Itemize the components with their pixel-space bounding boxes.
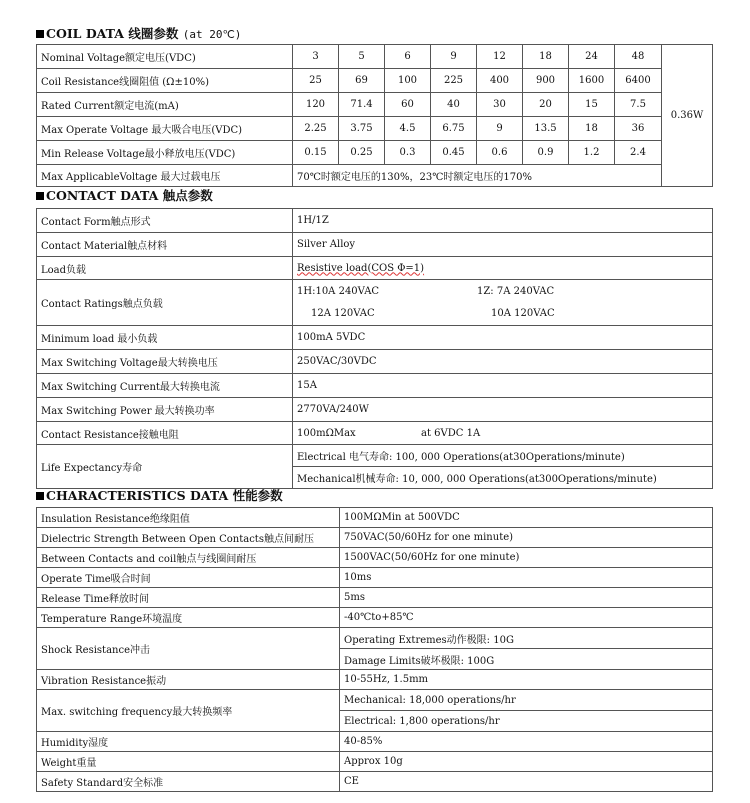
- row-label: Coil Resistance线圈阻值 (Ω±10%): [37, 69, 293, 93]
- cell: 15A: [293, 374, 713, 398]
- cell: 6.75: [431, 117, 477, 141]
- row-label: Temperature Range环境温度: [37, 608, 340, 628]
- cell: 400: [477, 69, 523, 93]
- row-label: Dielectric Strength Between Open Contacts触点间耐压: [37, 528, 340, 548]
- resistance-value: 100mΩMax: [297, 427, 356, 439]
- cell: Damage Limits破坏极限: 100G: [340, 649, 713, 670]
- cell: 10-55Hz, 1.5mm: [340, 670, 713, 690]
- table-row: [37, 69, 713, 93]
- row-label: Weight重量: [37, 752, 340, 772]
- table-row: [37, 165, 713, 187]
- cell: 120: [293, 93, 339, 117]
- characteristics-table: [36, 507, 713, 792]
- cell: 70℃时额定电压的130%，23℃时额定电压的170%: [293, 165, 662, 187]
- table-row: [37, 732, 713, 752]
- cell: Operating Extremes动作极限: 10G: [340, 628, 713, 649]
- cell: 71.4: [339, 93, 385, 117]
- cell: 6400: [615, 69, 662, 93]
- cell: Approx 10g: [340, 752, 713, 772]
- table-row: [37, 508, 713, 528]
- cell: 48: [615, 45, 662, 69]
- bullet-square-icon: [36, 30, 44, 38]
- row-label: Max. switching frequency最大转换频率: [37, 690, 340, 732]
- row-label: Safety Standard安全标准: [37, 772, 340, 792]
- row-label: Operate Time吸合时间: [37, 568, 340, 588]
- rating-1h-240: 1H:10A 240VAC: [297, 285, 380, 297]
- row-label: Contact Ratings触点负载: [37, 280, 293, 326]
- cell: 250VAC/30VDC: [293, 350, 713, 374]
- cell: 750VAC(50/60Hz for one minute): [340, 528, 713, 548]
- table-row: [37, 45, 713, 69]
- row-label: Max Switching Voltage最大转换电压: [37, 350, 293, 374]
- ratings-line-2: [297, 303, 708, 325]
- cell: Mechanical: 18,000 operations/hr: [340, 690, 713, 711]
- cell: Electrical: 1,800 operations/hr: [340, 711, 713, 732]
- characteristics-section-title: CHARACTERISTICS DATA 性能参数: [36, 486, 283, 506]
- contact-section-title: CONTACT DATA 触点参数: [36, 186, 213, 206]
- cell: 3: [293, 45, 339, 69]
- cell: 69: [339, 69, 385, 93]
- cell: [293, 257, 713, 280]
- row-label: Minimum load 最小负载: [37, 326, 293, 350]
- ratings-line-1: [297, 281, 708, 303]
- table-row: [37, 772, 713, 792]
- table-row: [37, 141, 713, 165]
- table-row: [37, 628, 713, 649]
- table-row: [37, 568, 713, 588]
- coil-subtitle: (at 20℃): [182, 28, 242, 41]
- cell: 1500VAC(50/60Hz for one minute): [340, 548, 713, 568]
- bullet-square-icon: [36, 192, 44, 200]
- cell: 60: [385, 93, 431, 117]
- table-row: [37, 608, 713, 628]
- cell: 10ms: [340, 568, 713, 588]
- row-label: Nominal Voltage额定电压(VDC): [37, 45, 293, 69]
- rating-1z-240: 1Z: 7A 240VAC: [477, 285, 555, 297]
- table-row: [37, 752, 713, 772]
- coil-table: [36, 44, 713, 187]
- row-label: Max ApplicableVoltage 最大过载电压: [37, 165, 293, 187]
- cell: 40-85%: [340, 732, 713, 752]
- row-label: Contact Form触点形式: [37, 209, 293, 233]
- row-label: Contact Resistance接触电阻: [37, 422, 293, 445]
- resistance-condition: at 6VDC 1A: [421, 427, 481, 439]
- cell: 6: [385, 45, 431, 69]
- rating-1h-120: 12A 120VAC: [311, 307, 375, 319]
- row-label: Between Contacts and coil触点与线圈间耐压: [37, 548, 340, 568]
- cell: 100mA 5VDC: [293, 326, 713, 350]
- cell: 5: [339, 45, 385, 69]
- table-row: [37, 548, 713, 568]
- cell: 7.5: [615, 93, 662, 117]
- table-row: [37, 350, 713, 374]
- table-row: [37, 280, 713, 326]
- cell: 900: [523, 69, 569, 93]
- coil-power-cell: 0.36W: [662, 45, 713, 187]
- table-row: [37, 117, 713, 141]
- load-value: Resistive load(COS Φ=1): [297, 262, 425, 274]
- cell: Silver Alloy: [293, 233, 713, 257]
- table-row: [37, 326, 713, 350]
- rating-1z-120: 10A 120VAC: [491, 307, 555, 319]
- table-row: [37, 588, 713, 608]
- cell: 0.45: [431, 141, 477, 165]
- row-label: Release Time释放时间: [37, 588, 340, 608]
- row-label: Max Switching Power 最大转换功率: [37, 398, 293, 422]
- coil-section-title: COIL DATA 线圈参数 (at 20℃): [36, 24, 241, 44]
- row-label: Vibration Resistance振动: [37, 670, 340, 690]
- row-label: Humidity湿度: [37, 732, 340, 752]
- table-row: [37, 670, 713, 690]
- cell: 3.75: [339, 117, 385, 141]
- cell: Electrical 电气寿命: 100, 000 Operations(at30Operations/minute): [293, 445, 713, 467]
- cell: 2.4: [615, 141, 662, 165]
- table-row: [37, 209, 713, 233]
- cell: 4.5: [385, 117, 431, 141]
- table-row: [37, 93, 713, 117]
- cell: 1H/1Z: [293, 209, 713, 233]
- row-label: Load负载: [37, 257, 293, 280]
- cell: 0.9: [523, 141, 569, 165]
- cell: 5ms: [340, 588, 713, 608]
- cell: 2.25: [293, 117, 339, 141]
- cell: -40℃to+85℃: [340, 608, 713, 628]
- cell: [293, 422, 713, 445]
- cell: 2770VA/240W: [293, 398, 713, 422]
- table-row: [37, 233, 713, 257]
- cell: 1600: [569, 69, 615, 93]
- cell: 13.5: [523, 117, 569, 141]
- cell: 18: [523, 45, 569, 69]
- bullet-square-icon: [36, 492, 44, 500]
- cell: 0.6: [477, 141, 523, 165]
- ratings-cell: [293, 280, 713, 326]
- contact-table: [36, 208, 713, 489]
- row-label: Contact Material触点材料: [37, 233, 293, 257]
- row-label: Shock Resistance冲击: [37, 628, 340, 670]
- cell: 25: [293, 69, 339, 93]
- row-label: Max Operate Voltage 最大吸合电压(VDC): [37, 117, 293, 141]
- cell: 225: [431, 69, 477, 93]
- cell: Mechanical机械寿命: 10, 000, 000 Operations(at300Operations/minute): [293, 467, 713, 489]
- table-row: [37, 374, 713, 398]
- cell: 0.25: [339, 141, 385, 165]
- cell: 9: [477, 117, 523, 141]
- cell: 24: [569, 45, 615, 69]
- row-label: Rated Current额定电流(mA): [37, 93, 293, 117]
- row-label: Life Expectancy寿命: [37, 445, 293, 489]
- cell: 18: [569, 117, 615, 141]
- cell: 1.2: [569, 141, 615, 165]
- row-label: Min Release Voltage最小释放电压(VDC): [37, 141, 293, 165]
- cell: 0.3: [385, 141, 431, 165]
- row-label: Insulation Resistance绝缘阻值: [37, 508, 340, 528]
- table-row: [37, 445, 713, 467]
- table-row: [37, 528, 713, 548]
- cell: 40: [431, 93, 477, 117]
- cell: 0.15: [293, 141, 339, 165]
- cell: CE: [340, 772, 713, 792]
- table-row: [37, 422, 713, 445]
- cell: 12: [477, 45, 523, 69]
- table-row: [37, 257, 713, 280]
- row-label: Max Switching Current最大转换电流: [37, 374, 293, 398]
- cell: 36: [615, 117, 662, 141]
- cell: 20: [523, 93, 569, 117]
- cell: 9: [431, 45, 477, 69]
- cell: 100MΩMin at 500VDC: [340, 508, 713, 528]
- table-row: [37, 398, 713, 422]
- cell: 100: [385, 69, 431, 93]
- cell: 15: [569, 93, 615, 117]
- table-row: [37, 690, 713, 711]
- cell: 30: [477, 93, 523, 117]
